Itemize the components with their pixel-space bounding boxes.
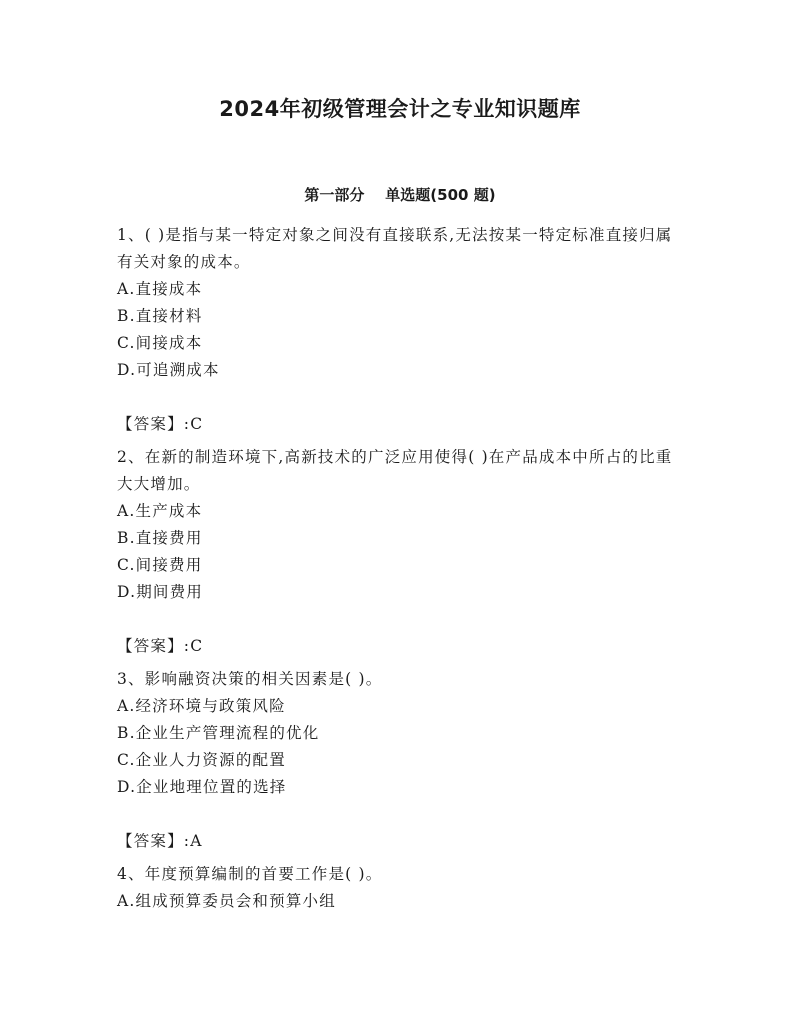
option-d: D.可追溯成本 xyxy=(117,361,220,379)
option-c: C.企业人力资源的配置 xyxy=(117,751,286,769)
option-c: C.间接费用 xyxy=(117,556,203,574)
question-stem: 3、影响融资决策的相关因素是( )。 xyxy=(117,670,383,688)
document-title: 2024年初级管理会计之专业知识题库 xyxy=(219,97,581,121)
option-a: A.组成预算委员会和预算小组 xyxy=(117,892,336,910)
answer-line: 【答案】:C xyxy=(117,415,204,433)
section-heading: 第一部分 单选题(500 题) xyxy=(304,186,496,204)
question-item xyxy=(117,444,687,666)
question-stem: 1、( )是指与某一特定对象之间没有直接联系,无法按某一特定标准直接归属有关对象的成本。 xyxy=(117,226,673,271)
option-a: A.直接成本 xyxy=(117,280,203,298)
option-b: B.直接材料 xyxy=(117,307,203,325)
question-list xyxy=(117,222,687,915)
question-item xyxy=(117,222,687,444)
option-c: C.间接成本 xyxy=(117,334,203,352)
option-b: B.直接费用 xyxy=(117,529,203,547)
option-a: A.经济环境与政策风险 xyxy=(117,697,286,715)
option-d: D.企业地理位置的选择 xyxy=(117,778,287,796)
question-item xyxy=(117,666,687,861)
question-stem: 2、在新的制造环境下,高新技术的广泛应用使得( )在产品成本中所占的比重大大增加。 xyxy=(117,448,673,493)
option-d: D.期间费用 xyxy=(117,583,204,601)
option-b: B.企业生产管理流程的优化 xyxy=(117,724,320,742)
question-stem: 4、年度预算编制的首要工作是( )。 xyxy=(117,865,383,883)
question-item xyxy=(117,861,687,915)
answer-line: 【答案】:C xyxy=(117,637,204,655)
option-a: A.生产成本 xyxy=(117,502,203,520)
answer-line: 【答案】:A xyxy=(117,832,203,850)
